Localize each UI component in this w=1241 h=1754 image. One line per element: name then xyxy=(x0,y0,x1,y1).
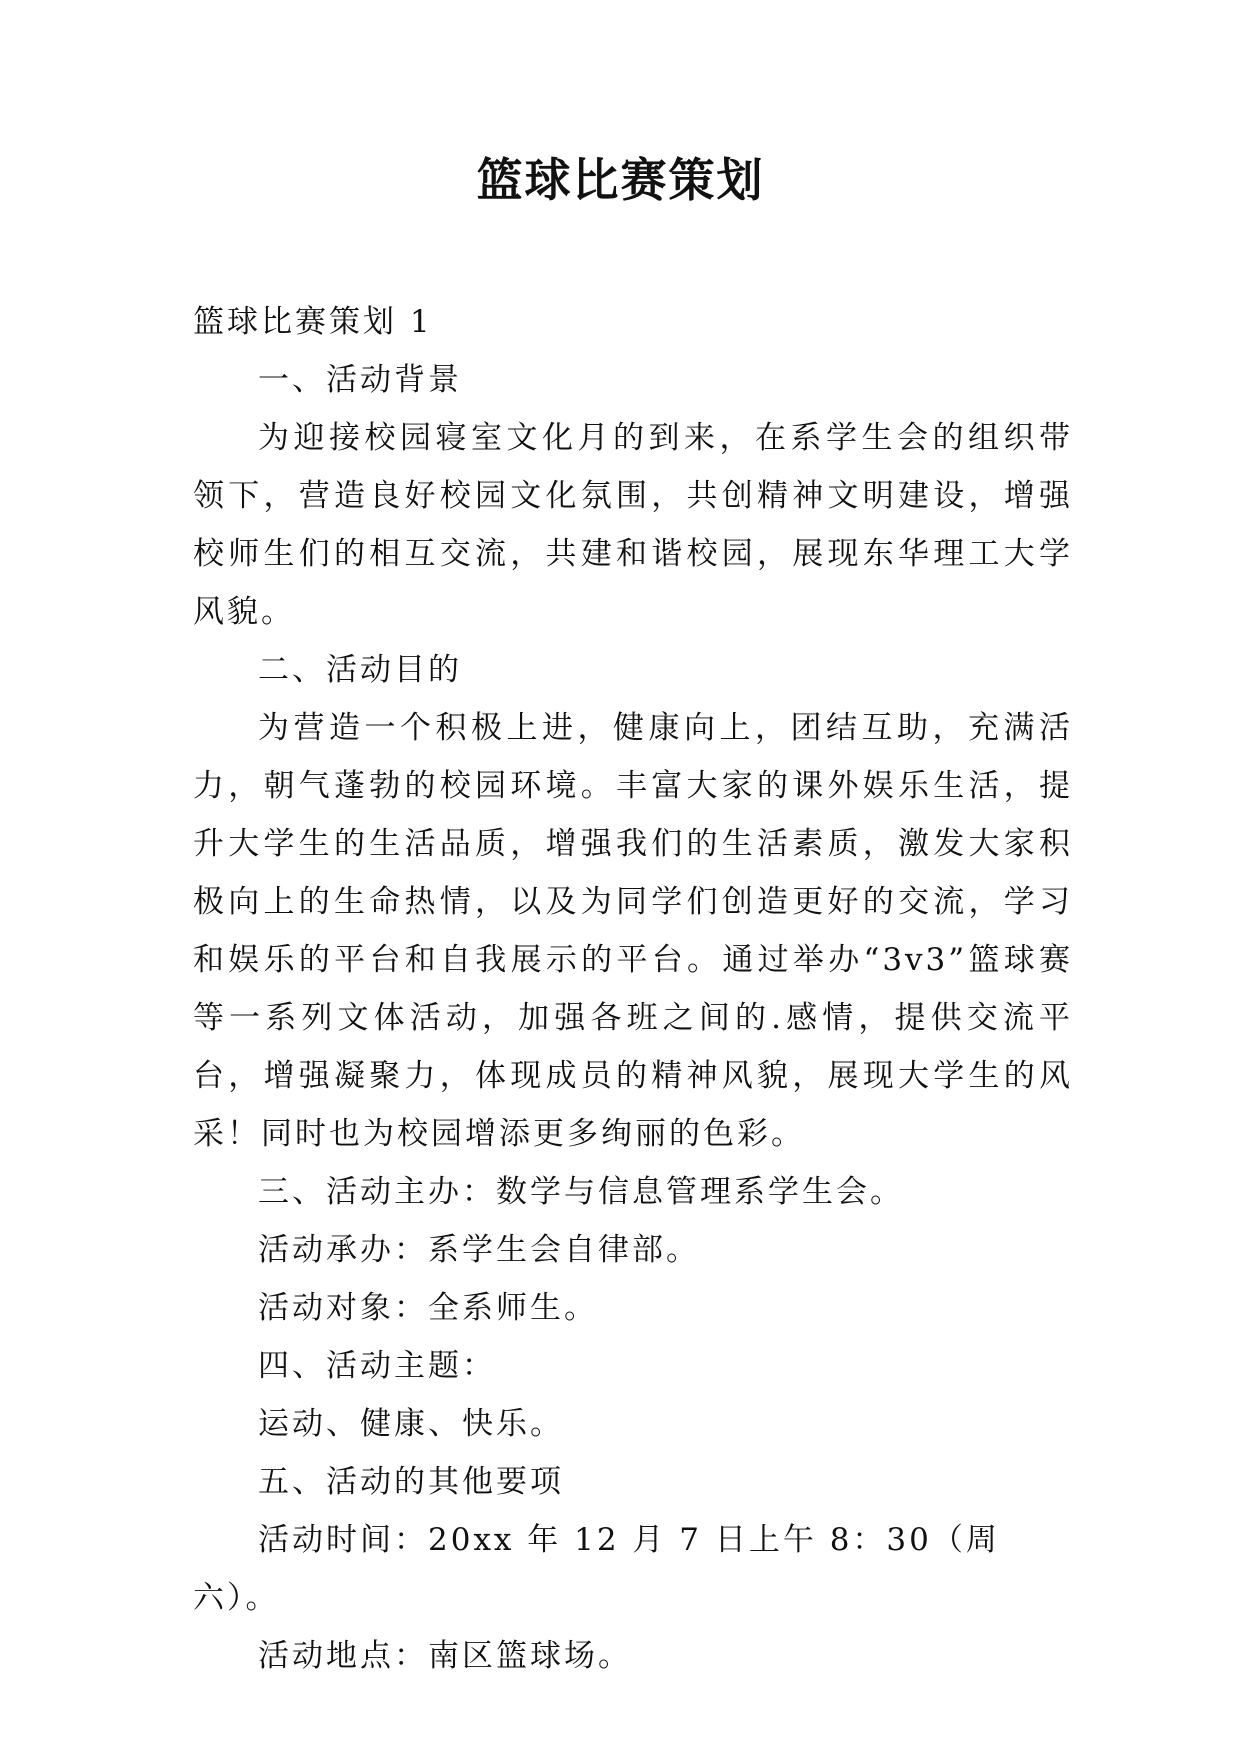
paragraph-organizer: 三、活动主办：数学与信息管理系学生会。 xyxy=(258,1174,904,1210)
heading-other-items: 五、活动的其他要项 xyxy=(258,1464,564,1500)
paragraph-theme: 运动、健康、快乐。 xyxy=(258,1406,564,1442)
paragraph-location: 活动地点：南区篮球场。 xyxy=(258,1638,632,1674)
document-title: 篮球比赛策划 xyxy=(476,153,765,207)
paragraph-host: 活动承办：系学生会自律部。 xyxy=(258,1232,700,1268)
heading-theme: 四、活动主题： xyxy=(258,1348,496,1384)
document-body xyxy=(193,293,1073,1685)
paragraph-time: 活动时间：20xx 年 12 月 7 日上午 8：30（周六）。 xyxy=(193,1522,1000,1616)
paragraph-background: 为迎接校园寝室文化月的到来，在系学生会的组织带领下，营造良好校园文化氛围，共创精神文明建设，增强校师生们的相互交流，共建和谐校园，展现东华理工大学风貌。 xyxy=(193,420,1073,630)
paragraph-purpose: 为营造一个积极上进，健康向上，团结互助，充满活力，朝气蓬勃的校园环境。丰富大家的课外娱乐生活，提升大学生的生活品质，增强我们的生活素质，激发大家积极向上的生命热情，以及为同学们创造更好的交流，学习和娱乐的平台和自我展示的平台。通过举办“3v3”篮球赛等一系列文体活动，加强各班之间的.感情，提供交流平台，增强凝聚力，体现成员的精神风貌，展现大学生的风采！同时也为校园增添更多绚丽的色彩。 xyxy=(193,710,1073,1152)
heading-purpose: 二、活动目的 xyxy=(258,652,462,688)
heading-background: 一、活动背景 xyxy=(258,362,462,398)
section-subtitle: 篮球比赛策划 1 xyxy=(193,304,433,340)
paragraph-audience: 活动对象：全系师生。 xyxy=(258,1290,598,1326)
